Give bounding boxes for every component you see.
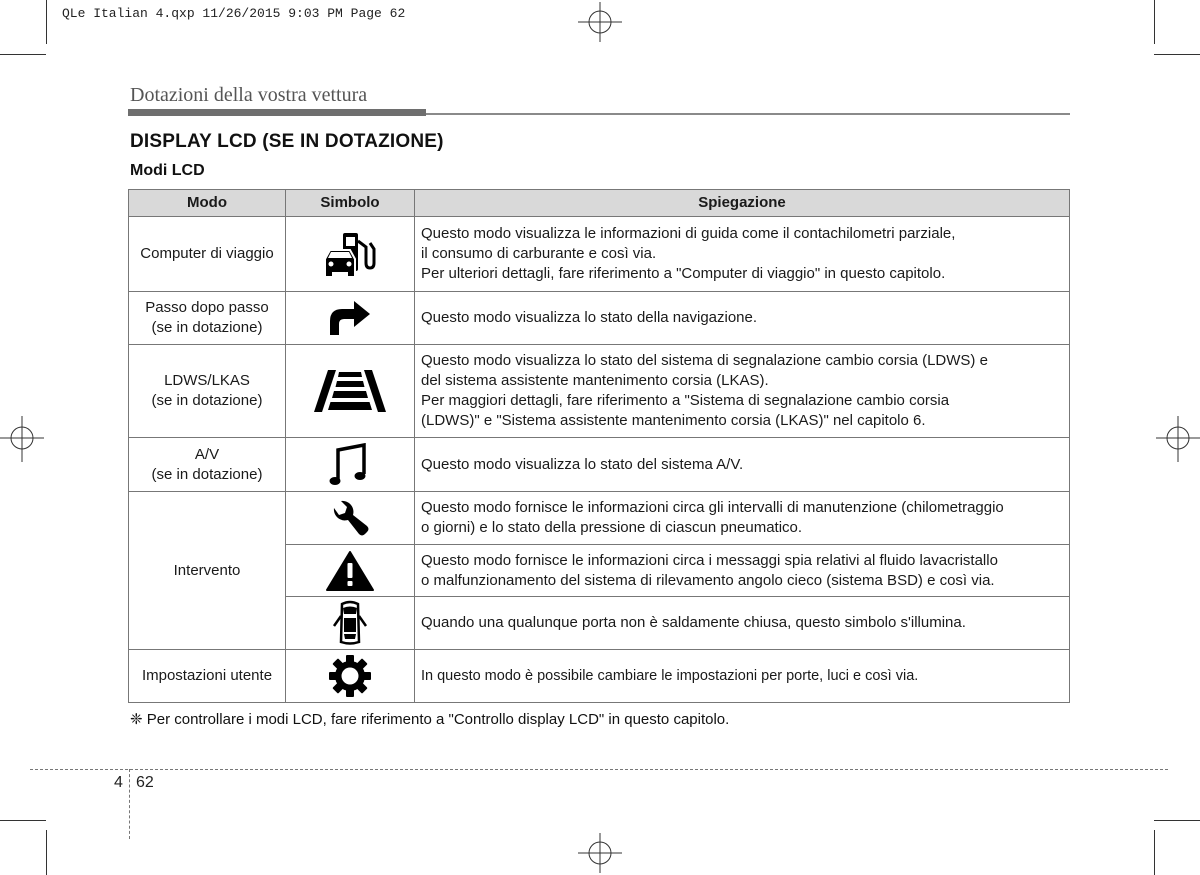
header-mode: Modo xyxy=(129,190,286,217)
explanation-cell: In questo modo è possibile cambiare le impostazioni per porte, luci e così via. xyxy=(415,650,1070,703)
warning-icon xyxy=(325,550,375,592)
section-title: Dotazioni della vostra vettura xyxy=(130,84,368,106)
lane-icon xyxy=(312,368,388,414)
header-symbol: Simbolo xyxy=(286,190,415,217)
registration-mark-icon xyxy=(578,2,622,42)
symbol-cell xyxy=(286,438,415,492)
explanation-cell: Quando una qualunque porta non è saldamente chiusa, questo simbolo s'illumina. xyxy=(415,597,1070,650)
crop-mark xyxy=(1154,54,1200,55)
explanation-cell: Questo modo fornisce le informazioni circa gli intervalli di manutenzione (chilometraggio o giorni) e lo stato della pressione di ciascun pneumatico. xyxy=(415,492,1070,545)
turn-arrow-icon xyxy=(326,299,374,337)
table-row xyxy=(129,650,1070,703)
page-number: 62 xyxy=(136,774,154,791)
music-note-icon xyxy=(329,443,371,487)
table-row xyxy=(129,217,1070,292)
symbol-cell xyxy=(286,597,415,650)
crop-mark xyxy=(0,820,46,821)
mode-cell: Impostazioni utente xyxy=(129,650,286,703)
explanation-cell: Questo modo visualizza lo stato del sistema A/V. xyxy=(415,438,1070,492)
explanation-cell: Questo modo visualizza lo stato del sistema di segnalazione cambio corsia (LDWS) e del sistema assistente mantenimento corsia (LKAS). Per maggiori dettagli, fare riferimento a "Sistema di segnalazione cambio corsia (LDWS)" e "Sistema assistente mantenimento corsia (LKAS)" nel capitolo 6. xyxy=(415,345,1070,438)
explanation-cell: Questo modo visualizza le informazioni di guida come il contachilometri parziale, il consumo di carburante e così via. Per ulteriori dettagli, fare riferimento a "Computer di viaggio" in questo capitolo. xyxy=(415,217,1070,292)
registration-mark-icon xyxy=(578,833,622,873)
crop-mark xyxy=(46,830,47,875)
door-open-car-icon xyxy=(330,600,370,646)
gear-icon xyxy=(328,654,372,698)
crop-mark xyxy=(1154,830,1155,875)
page-heading: DISPLAY LCD (SE IN DOTAZIONE) xyxy=(130,131,444,152)
symbol-cell xyxy=(286,292,415,345)
table-row xyxy=(129,345,1070,438)
registration-mark-icon xyxy=(1156,416,1200,462)
mode-cell: Intervento xyxy=(129,492,286,650)
symbol-cell xyxy=(286,217,415,292)
symbol-cell xyxy=(286,545,415,597)
symbol-cell xyxy=(286,492,415,545)
header-explanation: Spiegazione xyxy=(415,190,1070,217)
table-row xyxy=(129,438,1070,492)
fuel-car-icon xyxy=(321,231,379,277)
mode-cell: Computer di viaggio xyxy=(129,217,286,292)
explanation-cell: Questo modo visualizza lo stato della navigazione. xyxy=(415,292,1070,345)
crop-mark xyxy=(0,54,46,55)
table-row xyxy=(129,492,1070,545)
explanation-cell: Questo modo fornisce le informazioni circa i messaggi spia relativi al fluido lavacristallo o malfunzionamento del sistema di rilevamento angolo cieco (sistema BSD) e così via. xyxy=(415,545,1070,597)
crop-mark xyxy=(46,0,47,44)
mode-cell: Passo dopo passo (se in dotazione) xyxy=(129,292,286,345)
table-row xyxy=(129,292,1070,345)
print-slug: QLe Italian 4.qxp 11/26/2015 9:03 PM Page 62 xyxy=(62,6,406,21)
chapter-number: 4 xyxy=(114,774,123,791)
symbol-cell xyxy=(286,650,415,703)
footnote: ❈ Per controllare i modi LCD, fare riferimento a "Controllo display LCD" in questo capitolo. xyxy=(130,711,730,728)
header-rule-thin xyxy=(426,113,1070,115)
crop-mark xyxy=(1154,820,1200,821)
mode-cell: A/V (se in dotazione) xyxy=(129,438,286,492)
crop-mark xyxy=(1154,0,1155,44)
registration-mark-icon xyxy=(0,416,44,462)
wrench-icon xyxy=(328,498,372,538)
header-rule xyxy=(128,109,426,116)
subheading: Modi LCD xyxy=(130,162,205,179)
footer-rule xyxy=(30,769,1168,770)
footer-divider xyxy=(129,769,130,839)
table-header-row xyxy=(129,190,1070,217)
symbol-cell xyxy=(286,345,415,438)
mode-cell: LDWS/LKAS (se in dotazione) xyxy=(129,345,286,438)
lcd-modes-table xyxy=(128,189,1070,703)
